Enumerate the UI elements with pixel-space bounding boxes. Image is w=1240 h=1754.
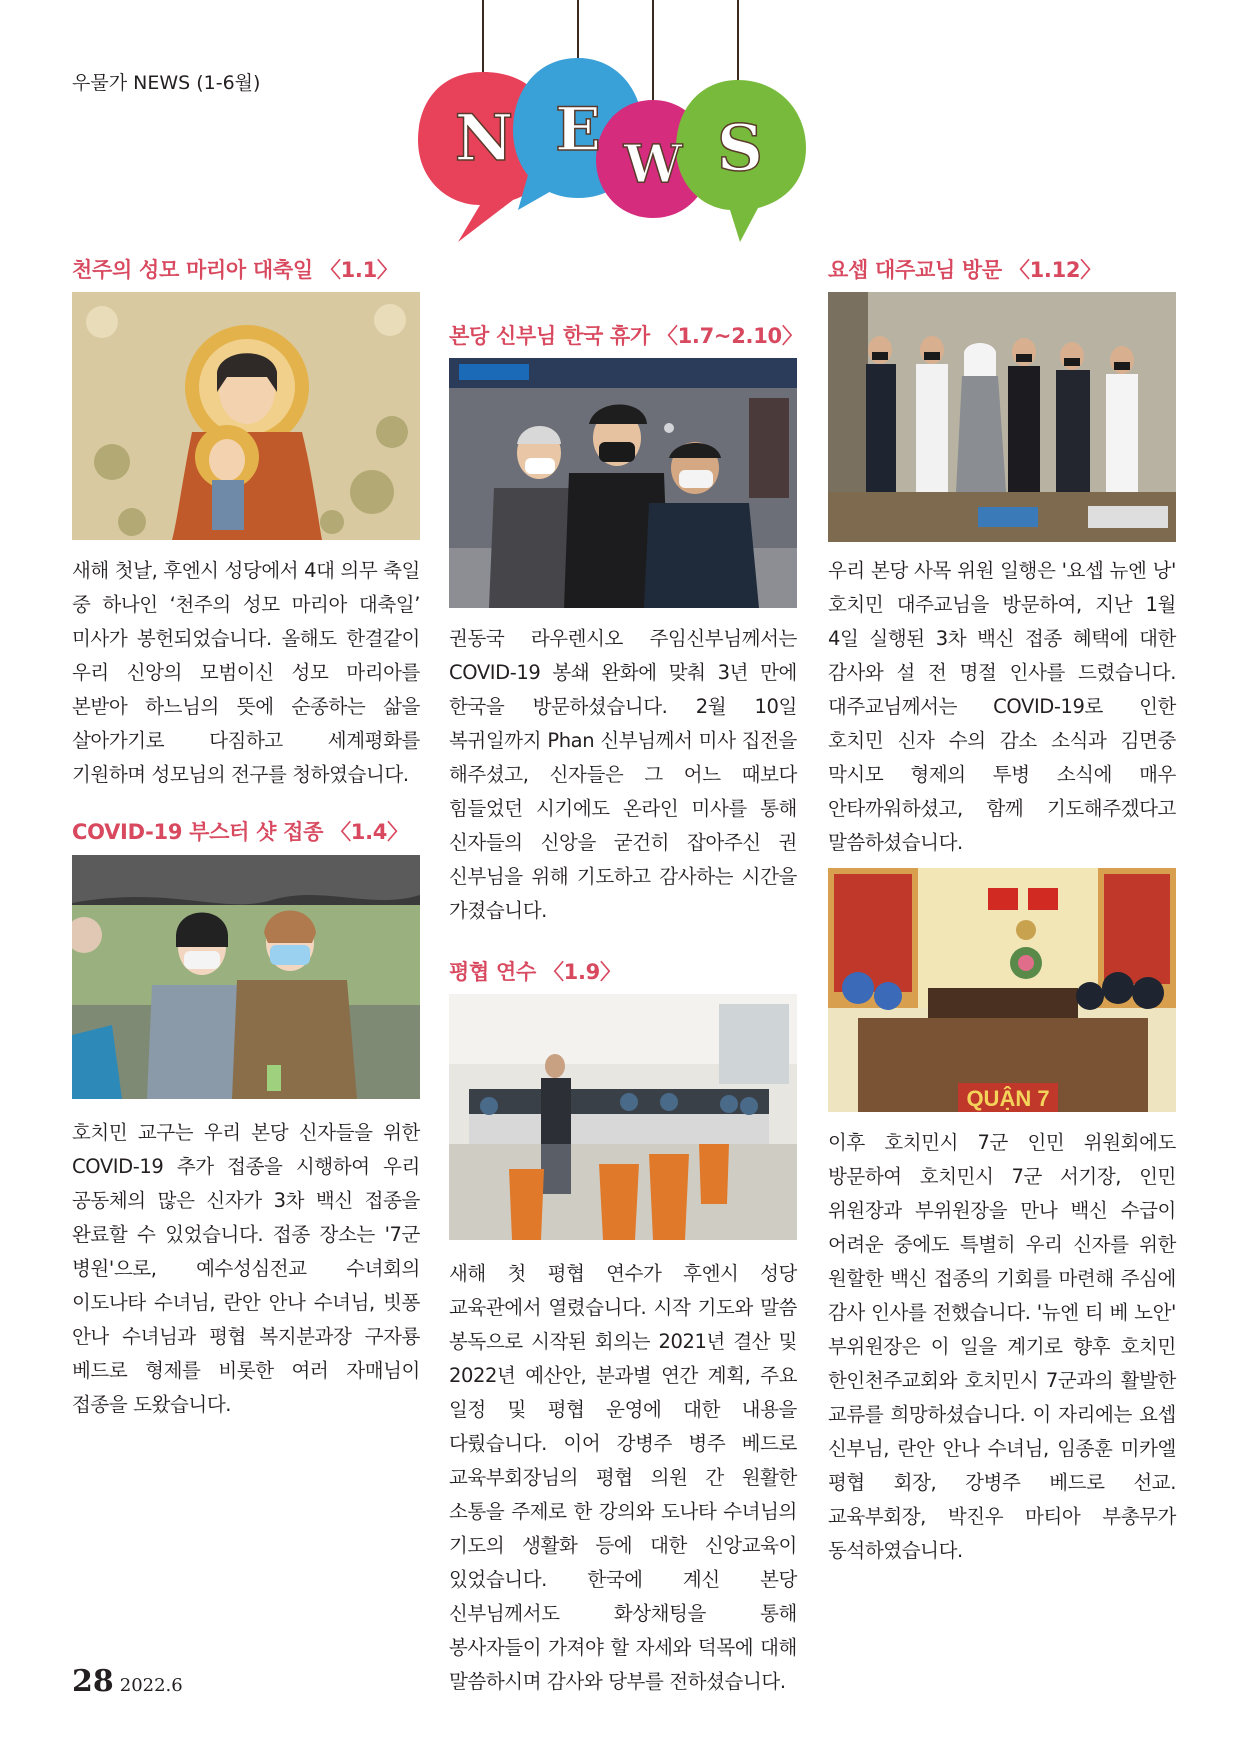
article-photo-mary [72,292,420,540]
article-title-archbishop: 요셉 대주교님 방문 〈1.12〉 [828,258,1101,282]
page-folio [72,1664,183,1699]
district-sign: QUẬN 7 [966,1086,1050,1111]
article-title-council: 평협 연수 〈1.9〉 [449,960,621,984]
article-photo-priest [449,358,797,608]
magazine-section-label: 우물가 NEWS (1-6월) [72,72,261,94]
issue-date: 2022.6 [119,1675,183,1696]
article-photo-archbishop [828,292,1176,542]
logo-letter-w: W [623,134,683,195]
logo-letter-n: N [454,101,514,176]
article-body-covid: 호치민 교구는 우리 본당 신자들을 위한 COVID-19 추가 접종을 시행하여 우리 공동체의 많은 신자가 3차 백신 접종을 완료할 수 있었습니다. 접종 장소는 '7군 병원'으로, 예수성심전교 수녀회의 이도나타 수녀님, 란안 안나 수녀님, 빗퐁 안나 수녀님과 평협 복지분과장 구자룡 베드로 형제를 비롯한 여러 자매님이 접종을 도왔습니다. [72,1121,420,1416]
article-title-mary: 천주의 성모 마리아 대축일 〈1.1〉 [72,258,398,282]
article-photo-council [449,994,797,1240]
logo-letter-e: E [555,95,601,165]
article-body-district7: 이후 호치민시 7군 인민 위원회에도 방문하여 호치민시 7군 서기장, 인민 위원장과 부위원장을 만나 백신 수급이 어려운 중에도 특별히 우리 신자를 위한 원할한 백신 접종의 기회를 마련해 주심에 감사 인사를 전했습니다. '뉴엔 티 베 노안' 부위원장은 이 일을 계기로 향후 호치민 한인천주교회와 호치민시 7군과의 활발한 교류를 희망하셨습니다. 이 자리에는 요셉 신부님, 란안 안나 수녀님, 임종훈 미카엘 평협 회장, 강병주 베드로 선교.교육부회장, 박진우 마티아 부총무가 동석하였습니다. [828,1131,1176,1562]
article-body-council: 새해 첫 평협 연수가 후엔시 성당 교육관에서 열렸습니다. 시작 기도와 말씀 봉독으로 시작된 회의는 2021년 결산 및 2022년 예산안, 분과별 연간 계획, 주요 일정 및 평협 운영에 대한 내용을 다뤘습니다. 이어 강병주 병주 베드로 교육부회장님의 평협 의원 간 원활한 소통을 주제로 한 강의와 도나타 수녀님의 기도의 생활화 등에 대한 신앙교육이 있었습니다. 한국에 계신 본당 신부님께서도 화상채팅을 통해 봉사자들이 가져야 할 자세와 덕목에 대해 말씀하시며 감사와 당부를 전하셨습니다. [449,1262,797,1693]
news-logo [418,0,838,250]
article-body-archbishop: 우리 본당 사목 위원 일행은 '요셉 뉴엔 낭' 호치민 대주교님을 방문하여, 지난 1월 4일 실행된 3차 백신 접종 혜택에 대한 감사와 설 전 명절 인사를 드렸습니다. 대주교님께서는 COVID-19로 인한 호치민 신자 수의 감소 소식과 김면중 막시모 형제의 투병 소식에 매우 안타까워하셨고, 함께 기도해주겠다고 말씀하셨습니다. [828,559,1176,854]
article-photo-covid [72,855,420,1099]
article-photo-district7 [828,868,1176,1112]
article-body-priest: 권동국 라우렌시오 주임신부님께서는 COVID-19 봉쇄 완화에 맞춰 3년 만에 한국을 방문하셨습니다. 2월 10일 복귀일까지 Phan 신부님께서 미사 집전을 해주셨고, 신자들은 그 어느 때보다 힘들었던 시기에도 온라인 미사를 통해 신자들의 신앙을 굳건히 잡아주신 권 신부님을 위해 기도하고 감사하는 시간을 가졌습니다. [449,627,797,922]
article-title-covid: COVID-19 부스터 샷 접종 〈1.4〉 [72,820,408,844]
logo-letter-s: S [716,111,764,186]
page-number: 28 [72,1664,114,1699]
article-title-priest: 본당 신부님 한국 휴가 〈1.7~2.10〉 [449,324,803,348]
article-body-mary: 새해 첫날, 후엔시 성당에서 4대 의무 축일 중 하나인 ‘천주의 성모 마리아 대축일’ 미사가 봉헌되었습니다. 올해도 한결같이 우리 신앙의 모범이신 성모 마리아를 본받아 하느님의 뜻에 순종하는 삶을 살아가기로 다짐하고 세계평화를 기원하며 성모님의 전구를 청하였습니다. [72,559,420,786]
